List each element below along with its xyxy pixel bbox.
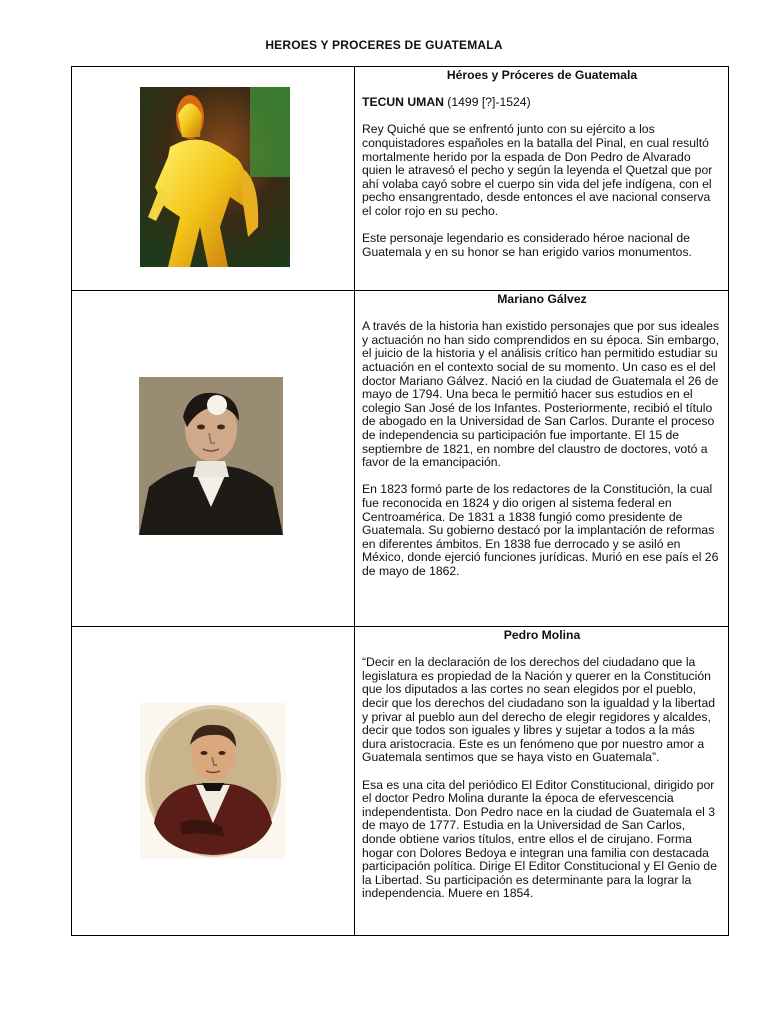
heroes-table bbox=[71, 66, 729, 936]
table-row bbox=[72, 291, 729, 627]
image-cell bbox=[72, 67, 355, 291]
paragraph: Este personaje legendario es considerado héroe nacional de Guatemala y en su honor se han erigido varios monumentos. bbox=[362, 231, 692, 259]
hero-name-line bbox=[362, 96, 722, 110]
paragraph: Esa es una cita del periódico El Editor Constitucional, dirigido por el doctor Pedro Molina durante la época de efervescencia independentista. Don Pedro nace en la ciudad de Guatemala el 3 de mayo de 1777. Estudia en la Universidad de San Carlos, donde obtiene varios títulos, entre ellos el de cirujano. Forma hogar con Dolores Bedoya e integran una familia con destacada participación política. Dirige El Editor Constitucional y El Genio de la Libertad. Su participación es determinante para la lograr la independencia. Muere en 1854. bbox=[362, 777, 717, 901]
paragraph: Rey Quiché que se enfrentó junto con su ejército a los conquistadores españoles en la batalla del Pinal, en cual resultó mortalmente herido por la espada de Don Pedro de Alvarado quien le atravesó el pecho y según la leyenda el Quetzal que por ahí volaba cayó sobre el cuerpo sin vida del jefe indígena, con el pecho ensangrentado, desde entonces el ave nacional conserva el color rojo en su pecho. bbox=[362, 122, 713, 218]
document-title: HEROES Y PROCERES DE GUATEMALA bbox=[265, 38, 503, 52]
row-heading: Mariano Gálvez bbox=[497, 292, 587, 306]
tecun-uman-statue-image bbox=[140, 87, 290, 267]
paragraph: “Decir en la declaración de los derechos del ciudadano que la legislatura es propiedad de la Nación y querer en la Constitución que los diputados a las cortes no sean elegidos por el pueblo, decir que los derechos del ciudadano son la igualdad y la libertad y privar al pueblo aun del derecho de elegir regidores y alcaldes, decir que todos son iguales y libres y sujetar a todos a la más dura aristocracia. Este es un fenómeno que por nuestro amor a Guatemala sentimos que se haya visto en Guatemala”. bbox=[362, 655, 715, 765]
table-row bbox=[72, 627, 729, 936]
hero-dates: (1499 [?]-1524) bbox=[443, 95, 531, 110]
table-row bbox=[72, 67, 729, 291]
image-cell bbox=[72, 291, 355, 627]
text-cell bbox=[355, 67, 729, 291]
hero-name: TECUN UMAN bbox=[362, 95, 444, 110]
image-cell bbox=[72, 627, 355, 936]
row-heading: Héroes y Próceres de Guatemala bbox=[446, 68, 638, 82]
row-heading: Pedro Molina bbox=[503, 628, 581, 642]
text-cell bbox=[355, 291, 729, 627]
paragraph: A través de la historia han existido personajes que por sus ideales y actuación no han sido comprendidos en su época. Sin embargo, el juicio de la historia y el análisis crítico han permitido estudiar su actuación en el contexto social de su momento. Un caso es el del doctor Mariano Gálvez. Nació en la ciudad de Guatemala el 26 de mayo de 1794. Una beca le permitió hacer sus estudios en el colegio San José de los Infantes. Posteriormente, recibió el título de abogado en la Universidad de San Carlos. Durante el proceso de independencia su participación fue importante. El 15 de septiembre de 1821, en nombre del claustro de doctores, votó a favor de la emancipación. bbox=[362, 319, 720, 470]
mariano-galvez-portrait-image bbox=[139, 377, 283, 535]
paragraph: En 1823 formó parte de los redactores de la Constitución, la cual fue reconocida en 1824 y dio origen al sistema federal en Centroamérica. De 1831 a 1838 fungió como presidente de Guatemala. Su gobierno destacó por la implantación de reformas en diferentes ámbitos. En 1838 fue derrocado y se asiló en México, donde ejerció funciones jurídicas. Murió en ese país el 26 de mayo de 1862. bbox=[362, 482, 719, 578]
pedro-molina-portrait-image bbox=[140, 703, 286, 859]
text-cell bbox=[355, 627, 729, 936]
